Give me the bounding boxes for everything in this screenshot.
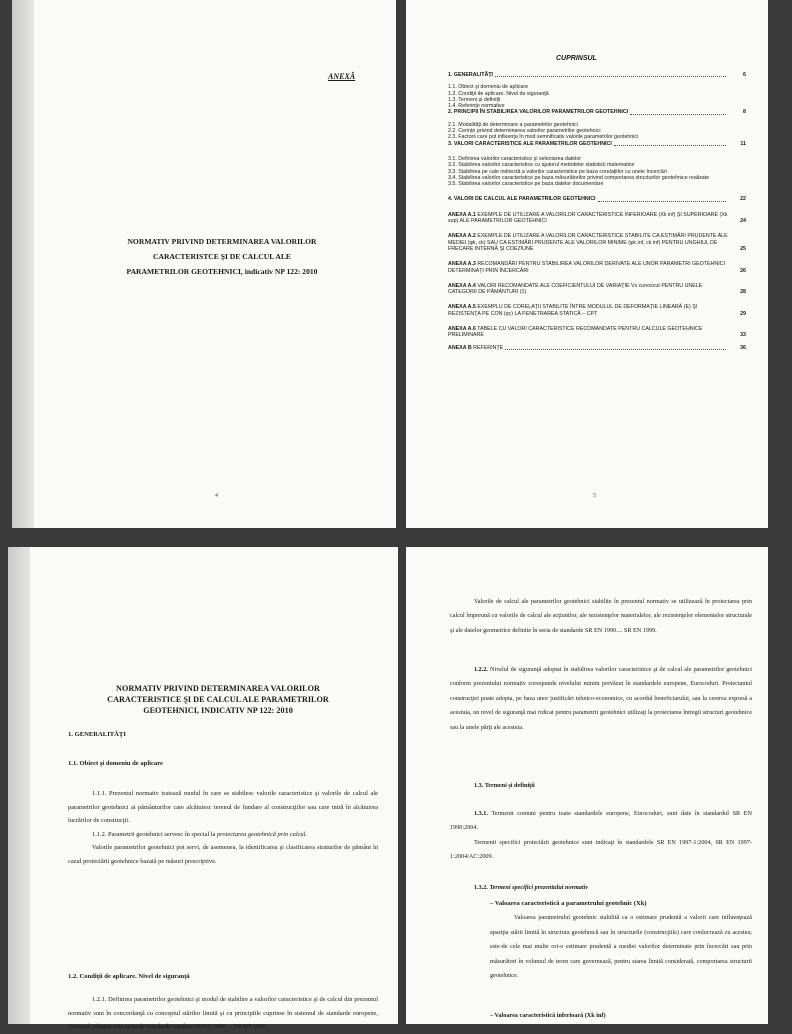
toc-entry-page: 36	[740, 344, 746, 351]
toc-entry-title: 3. VALORI CARACTERISTICE ALE PARAMETRILOR GEOTEHNICI	[448, 140, 612, 147]
title-line: GEOTEHNICI, INDICATIV NP 122: 2010	[143, 706, 293, 715]
emphasis-text: proiectarea geotehnică prin calcul.	[216, 830, 308, 838]
page-number: 5	[593, 493, 596, 499]
annex-label: ANEXA A.2	[448, 233, 476, 240]
toc-annex-a1[interactable]	[448, 212, 746, 225]
toc-sub-entry[interactable]: 3.2. Stabilirea valorilor caracteristice cu ajutorul metodelor statisticii matematice	[448, 162, 635, 169]
toc-annex-a2[interactable]	[448, 233, 746, 252]
paragraph-number: 1.3.1.	[474, 810, 488, 817]
annex-label: ANEXA A.4	[448, 282, 476, 289]
title-line: CARACTERISTICE ŞI DE CALCUL ALE PARAMETRILOR	[107, 695, 329, 704]
toc-entry-page: 29	[740, 310, 746, 317]
section-heading-1-2: 1.2. Condiţii de aplicare. Nivel de siguranţă	[68, 973, 190, 980]
annex-label: ANEXA A.1	[448, 211, 476, 218]
annex-text: REFERINŢE	[473, 344, 504, 351]
paragraph-number: 1.2.2.	[474, 666, 488, 673]
toc-annex-a4[interactable]	[448, 283, 746, 296]
annex-label: ANEXA A.5	[448, 304, 476, 311]
toc-annex-a3[interactable]	[448, 261, 746, 274]
toc-sub-entry[interactable]: 1.4. Referinţe normative	[448, 103, 505, 110]
annex-text: EXEMPLE DE UTILIZARE A VALORILOR CARACTERISTICE STABILITE CA ESTIMĂRI PRUDENTE ALE MEDIEI (φk, ck) SAU CA ESTIMĂRI PRUDENTE ALE VALORILOR MINIME (φk inf, ck inf) PENTRU UNGHIUL DE FRECARE INTERNĂ ŞI COEZIUNE	[448, 233, 728, 252]
toc-sub-entry[interactable]: 3.5. Stabilirea valorilor caracteristice pe baza datelor documentare	[448, 181, 604, 188]
annex-text: RECOMANDĂRI PENTRU STABILIREA VALORILOR DERIVATE ALE UNOR PARAMETRI GEOTEHNICI DETERMINAŢI PRIN ÎNCERCĂRI	[448, 261, 725, 274]
page-number: 4	[215, 493, 218, 499]
paragraph-text: Prezentul normativ tratează modul în care se stabilesc valorile caracteristice şi valorile de calcul ale parametrilor geotehnici ai pământurilor care alcătuiesc terenul de fundare al construcţiilor sau care intră în alcătuirea lucrărilor de construcţii.	[68, 790, 378, 824]
toc-sub-entry[interactable]: 2.1. Modalităţi de determinare a parametrilor geotehnici	[448, 121, 578, 128]
toc-entry-page: 33	[740, 332, 746, 339]
paragraph-1-1-1	[68, 787, 378, 868]
paragraph-text: Nivelul de siguranţă adoptat în stabilirea valorilor caracteristice şi de calcul ale parametrilor geotehnici conform prezentului normativ corespunde nivelului minim prevăzut în standardele europene, Eurocoduri. Proiectantul construcţiei poate adopta, pe baza unor justificări tehnico-economice, cu acordul beneficiarului, sau la cererea expresă a acestuia, un nivel de siguranţă mai ridicat pentru parametrii geotehnici utilizaţi la proiectarea întregii structuri geotehnice sau la unele părţi ale acesteia.	[450, 666, 752, 731]
paragraph-text: Termenii specifici proiectării geotehnice sunt indicaţi în standardele SR EN 1997-1:2004, SR EN 1997-1:2004/AC:2009.	[450, 838, 752, 861]
paragraph-1-2-2	[450, 663, 752, 735]
toc-entry-title: 4. VALORI DE CALCUL ALE PARAMETRILOR GEOTEHNICI	[448, 196, 596, 203]
heading-text: Termeni specifici prezentului normativ	[489, 884, 589, 891]
toc-annex-a5[interactable]	[448, 304, 746, 317]
toc-entry-title: 1. GENERALITĂŢI	[448, 72, 494, 78]
paragraph-number: 1.1.1.	[92, 790, 107, 797]
toc-entry-page: 28	[740, 289, 746, 296]
anexa-label: ANEXĂ	[328, 72, 356, 81]
annex-text: TABELE CU VALORI CARACTERISTICE RECOMANDATE PENTRU CALCULE GEOTEHNICE PRELIMINARE	[448, 326, 703, 339]
page-generalitati	[8, 547, 398, 1030]
title-line: CARACTERISTCE ŞI DE CALCUL ALE	[153, 252, 291, 261]
toc-sub-entry[interactable]: 1.1. Obiect şi domeniu de aplicare	[448, 84, 529, 91]
section-heading-1-3: 1.3. Termeni şi definiţii	[474, 782, 535, 789]
toc-annex-a6[interactable]	[448, 326, 746, 339]
document-title	[58, 683, 378, 716]
paragraph-text: Valorile de calcul ale parametrilor geotehnici stabilite în prezentul normativ se utilizează în proiectarea prin calcul împreună cu valorile de calcul ale acţiunilor, ale rezistenţelor materialelor, ale rezistenţelor elementelor structurale şi ale datelor geometrice definite în seria de standarde SR EN 1990.... SR EN 1999.	[450, 598, 752, 634]
paragraph-text: Definirea parametrilor geotehnici şi modul de stabilire a valorilor caracteristice şi de calcul din prezentul normativ sunt în concordanţă cu conceptul stărilor limită şi cu principiile cuprinse în sistemul de standarde europene, Eurocod, adoptat prin seria de standarde române SR EN 1990 ... SR EN 1999.	[68, 996, 378, 1030]
page-shadow	[12, 0, 34, 528]
toc-entry-page: 22	[740, 196, 746, 203]
page-termeni	[406, 547, 768, 1024]
toc-sub-entry[interactable]: 2.3. Factorii care pot influenţa în mod semnificativ valorile parametrilor geotehnici	[448, 134, 639, 141]
paragraph-text: Valoarea parametrului geotehnic stabilită ca o estimare prudentă a valorii care influenţează apariţia stării limită în structura geotehnică sau în structurile (construcţiile) care conlucrează cu acesteа; este-de cele mai multe ori-o estimare prudentă a mediei valorilor determinate prin încercări sau prin măsurători în volumul de teren care guvernează, pentru starea limită considerată, comportarea structurii geotehnice.	[490, 914, 752, 980]
title-line: PARAMETRILOR GEOTEHNICI, indicativ NP 122: 2010	[126, 267, 318, 276]
annex-text: EXEMPLE DE UTILIZARE A VALORILOR CARACTERISTICE INFERIOARE (Xk inf) ŞI SUPERIOARE (Xk sup) ALE PARAMETRILOR GEOTEHNICI	[448, 211, 728, 225]
bullet-heading: – Valoarea caracteristică inferioară (Xk inf)	[490, 1012, 606, 1019]
toc-entry-page: 11	[740, 140, 746, 147]
toc-list	[448, 72, 746, 351]
page-anexa	[12, 0, 396, 528]
paragraph-intro	[450, 595, 752, 638]
definition-xk	[450, 897, 752, 983]
annex-label: ANEXA A.6	[448, 326, 476, 333]
toc-sub-entry[interactable]: 3.4. Stabilirea valorilor caracteristice pe baza măsurătorilor privind comportarea structurilor geotehnice realizate	[448, 174, 710, 181]
toc-entry-page: 26	[740, 267, 746, 274]
toc-sub-entry[interactable]: 3.1. Definirea valorilor caracteristice şi selectarea datelor	[448, 155, 582, 162]
page-shadow	[8, 547, 30, 1024]
paragraph-number: 1.1.2.	[92, 830, 107, 838]
paragraph-text: Valorile parametrilor geotehnici pot servi, de asemenea, la identificarea şi clasificarea straturilor de pământ în cazul proiectării geotehnice bazată pe măsuri prescriptive.	[68, 844, 378, 865]
paragraph-text: Termenii comuni pentru toate standardele europene, Eurocoduri, sunt date în standardul SR EN 1990:2004.	[450, 810, 752, 832]
paragraph-1-3-1	[450, 807, 752, 865]
paragraph-number: 1.3.2.	[474, 884, 488, 891]
paragraph-number: 1.2.1.	[92, 996, 107, 1003]
toc-entry-page: 6	[743, 72, 746, 78]
toc-entry-page: 24	[740, 218, 746, 225]
toc-entry-page: 8	[743, 109, 746, 116]
toc-sub-entry[interactable]: 1.2. Condiţii de aplicare. Nivel de siguranţă	[448, 90, 549, 97]
toc-sub-entry[interactable]: 2.2. Cerinţe privind determinarea valorilor parametrilor geotehnici	[448, 128, 601, 135]
bullet-heading: – Valoarea caracteristică a parametrului geotehnic (Xk)	[490, 900, 647, 907]
annex-label: ANEXA A.3	[448, 261, 476, 268]
section-heading-1-1: 1.1. Obiect şi domeniu de aplicare	[68, 760, 163, 767]
annex-text: EXEMPLU DE CORELAŢII STABILITE ÎNTRE MODULUL DE DEFORMAŢIE LINEARĂ (E) ŞI REZISTENŢA PE CON (qc) LA PENETRAREA STATICĂ – CPT	[448, 304, 698, 317]
page-table-of-contents	[406, 0, 768, 528]
toc-heading: CUPRINSUL	[556, 55, 597, 62]
toc-entry-page: 25	[740, 245, 746, 252]
annex-text: VALORI RECOMANDATE ALE COEFICIENTULUI DE VARIAŢIE Vx cunoscut PENTRU UNELE CATEGORII DE PĂMÂNTURI (1)	[448, 282, 703, 296]
toc-sub-entry[interactable]: 1.3. Termeni şi definiţii	[448, 96, 501, 103]
section-heading-1-3-2	[450, 881, 776, 895]
paragraph-1-2-1	[68, 993, 378, 1034]
toc-annex-b[interactable]	[448, 345, 746, 351]
paragraph-text: Parametrii geotehnici servesc în special la	[108, 830, 216, 838]
title-line: NORMATIV PRIVIND DETERMINAREA VALORILOR	[116, 684, 320, 693]
annex-label: ANEXA B	[448, 344, 472, 351]
section-heading-1: 1. GENERALITĂŢI	[68, 731, 126, 738]
title-line: NORMATIV PRIVIND DETERMINAREA VALORILOR	[127, 237, 317, 246]
toc-sub-entry[interactable]: 3.3. Stabilirea pe cale indirectă a valorilor caracteristice pe baza corelaţiilor cu unele încercări	[448, 168, 667, 175]
toc-entry-title: 2. PRINCIPII ÎN STABILIREA VALORILOR PARAMETRILOR GEOTEHNICI	[448, 109, 629, 116]
document-title	[72, 234, 372, 279]
